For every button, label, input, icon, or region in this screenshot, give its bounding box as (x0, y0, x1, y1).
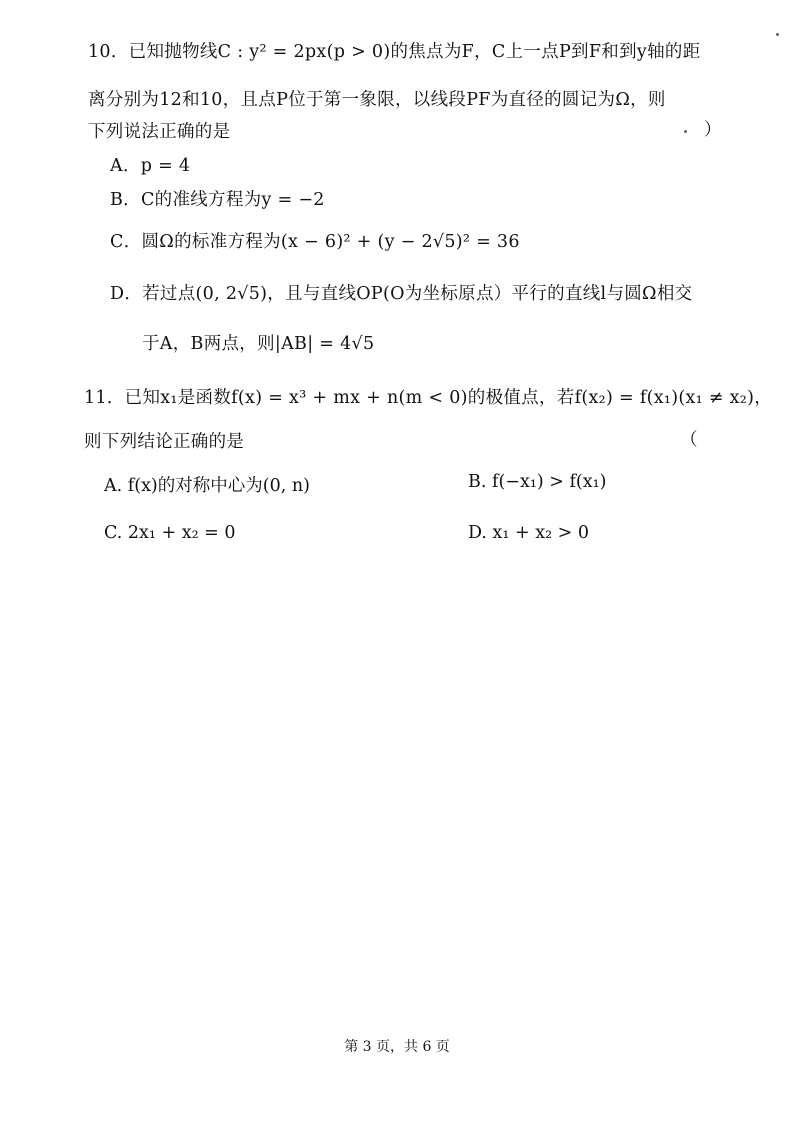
q10-option-b: B．C的准线方程为y = −2 (110, 190, 325, 210)
q10-stem-line3: 下列说法正确的是 (88, 122, 231, 142)
scan-speck (776, 33, 779, 36)
q10-answer-paren: ） (704, 120, 722, 140)
scan-speck (684, 130, 687, 133)
q10-option-a: A．p = 4 (110, 156, 191, 176)
q11-option-c: C. 2x₁ + x₂ = 0 (104, 523, 236, 543)
q11-stem-line2: 则下列结论正确的是 (84, 432, 245, 452)
q10-option-d-line2: 于A，B两点，则|AB| = 4√5 (142, 334, 375, 354)
q10-stem-line1: 10．已知抛物线C : y² = 2px(p > 0)的焦点为F，C上一点P到F和到y轴的距 (88, 42, 701, 62)
page-number-footer: 第 3 页，共 6 页 (344, 1039, 450, 1055)
q11-answer-paren: （ (680, 430, 698, 450)
q10-stem-line2: 离分别为12和10，且点P位于第一象限，以线段PF为直径的圆记为Ω，则 (88, 90, 666, 110)
q11-stem-line1: 11．已知x₁是函数f(x) = x³ + mx + n(m < 0)的极值点，若f(x₂) = f(x₁)(x₁ ≠ x₂)， (84, 388, 773, 408)
q10-option-d-line1: D．若过点(0, 2√5)，且与直线OP(O为坐标原点）平行的直线l与圆Ω相交 (110, 284, 693, 304)
q11-option-d: D. x₁ + x₂ > 0 (468, 523, 590, 543)
q11-option-b: B. f(−x₁) > f(x₁) (468, 472, 607, 492)
q10-option-c: C．圆Ω的标准方程为(x − 6)² + (y − 2√5)² = 36 (110, 232, 520, 252)
q11-option-a: A. f(x)的对称中心为(0, n) (104, 476, 310, 496)
